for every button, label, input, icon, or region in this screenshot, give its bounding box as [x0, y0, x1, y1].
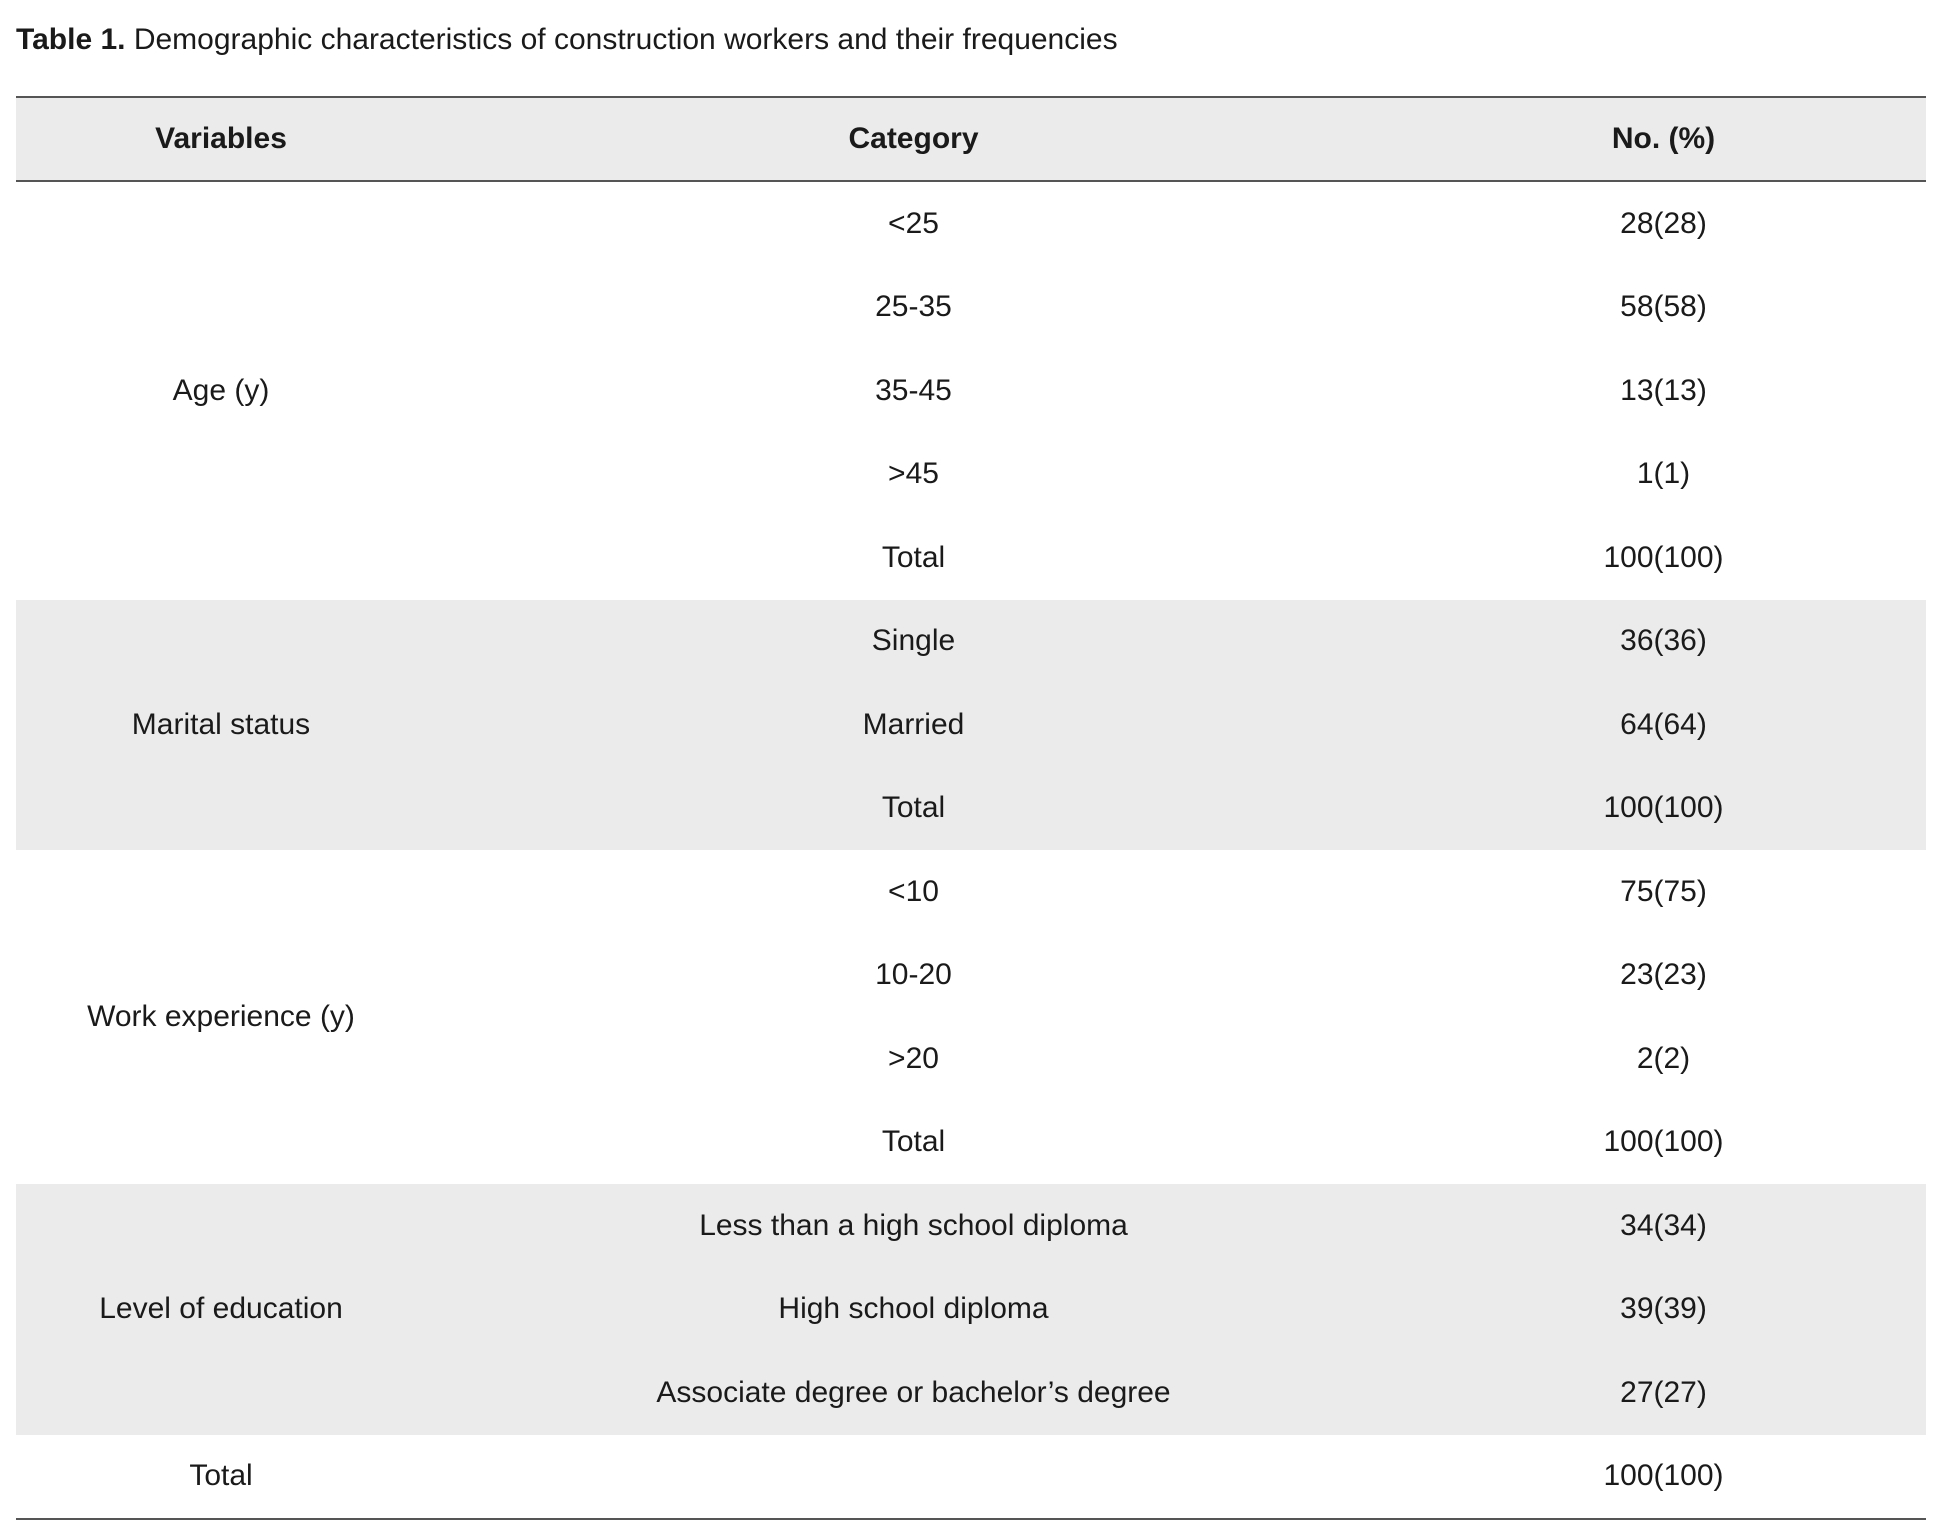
table-row [16, 181, 1926, 266]
total-row [16, 1435, 1926, 1520]
category-cell: Associate degree or bachelor’s degree [426, 1351, 1401, 1435]
value-cell: 13(13) [1620, 373, 1707, 407]
value-cell: 75(75) [1620, 874, 1707, 908]
header-variables: Variables [16, 97, 426, 181]
category-cell: >20 [888, 1041, 939, 1075]
table-row [16, 600, 1926, 684]
variable-cell: Level of education [16, 1184, 426, 1435]
value-cell: 36(36) [1401, 600, 1926, 684]
category-cell: <10 [888, 874, 939, 908]
table-row [16, 850, 1926, 934]
category-cell: Total [426, 767, 1401, 851]
header-count-percent: No. (%) [1401, 97, 1926, 181]
caption-text: Demographic characteristics of construction workers and their frequencies [125, 23, 1118, 56]
demographics-table [16, 96, 1926, 1520]
value-cell: 27(27) [1401, 1351, 1926, 1435]
category-cell [426, 1435, 1401, 1520]
value-cell: 23(23) [1620, 958, 1707, 992]
category-cell: Less than a high school diploma [426, 1184, 1401, 1268]
value-cell: 39(39) [1401, 1268, 1926, 1352]
value-cell: 100(100) [1603, 540, 1724, 574]
variable-cell: Total [16, 1435, 426, 1520]
header-row [16, 97, 1926, 181]
value-cell: 58(58) [1620, 290, 1707, 324]
category-cell: 25-35 [875, 290, 952, 324]
category-cell: 35-45 [875, 373, 952, 407]
category-cell: >45 [888, 457, 939, 491]
header-category: Category [426, 97, 1401, 181]
category-cell: Total [881, 1125, 946, 1159]
value-cell: 1(1) [1636, 457, 1691, 491]
table-body [16, 181, 1926, 1519]
category-cell: Single [426, 600, 1401, 684]
value-cell: 28(28) [1620, 206, 1707, 240]
value-cell: 100(100) [1603, 1125, 1724, 1159]
table-caption [16, 20, 1118, 60]
table-container [16, 96, 1926, 1520]
caption-label: Table 1. [16, 23, 126, 56]
category-cell: High school diploma [426, 1268, 1401, 1352]
category-cell: <25 [888, 206, 939, 240]
value-cell: 2(2) [1636, 1041, 1691, 1075]
value-cell: 64(64) [1401, 683, 1926, 767]
table-row [16, 1184, 1926, 1268]
variable-cell: Work experience (y) [87, 1000, 355, 1033]
variable-cell: Age (y) [172, 373, 270, 407]
variable-cell: Marital status [16, 600, 426, 851]
category-cell: Married [426, 683, 1401, 767]
category-cell: 10-20 [875, 958, 952, 992]
value-cell: 100(100) [1401, 767, 1926, 851]
value-cell: 34(34) [1401, 1184, 1926, 1268]
category-cell: Total [881, 540, 946, 574]
value-cell: 100(100) [1401, 1435, 1926, 1520]
